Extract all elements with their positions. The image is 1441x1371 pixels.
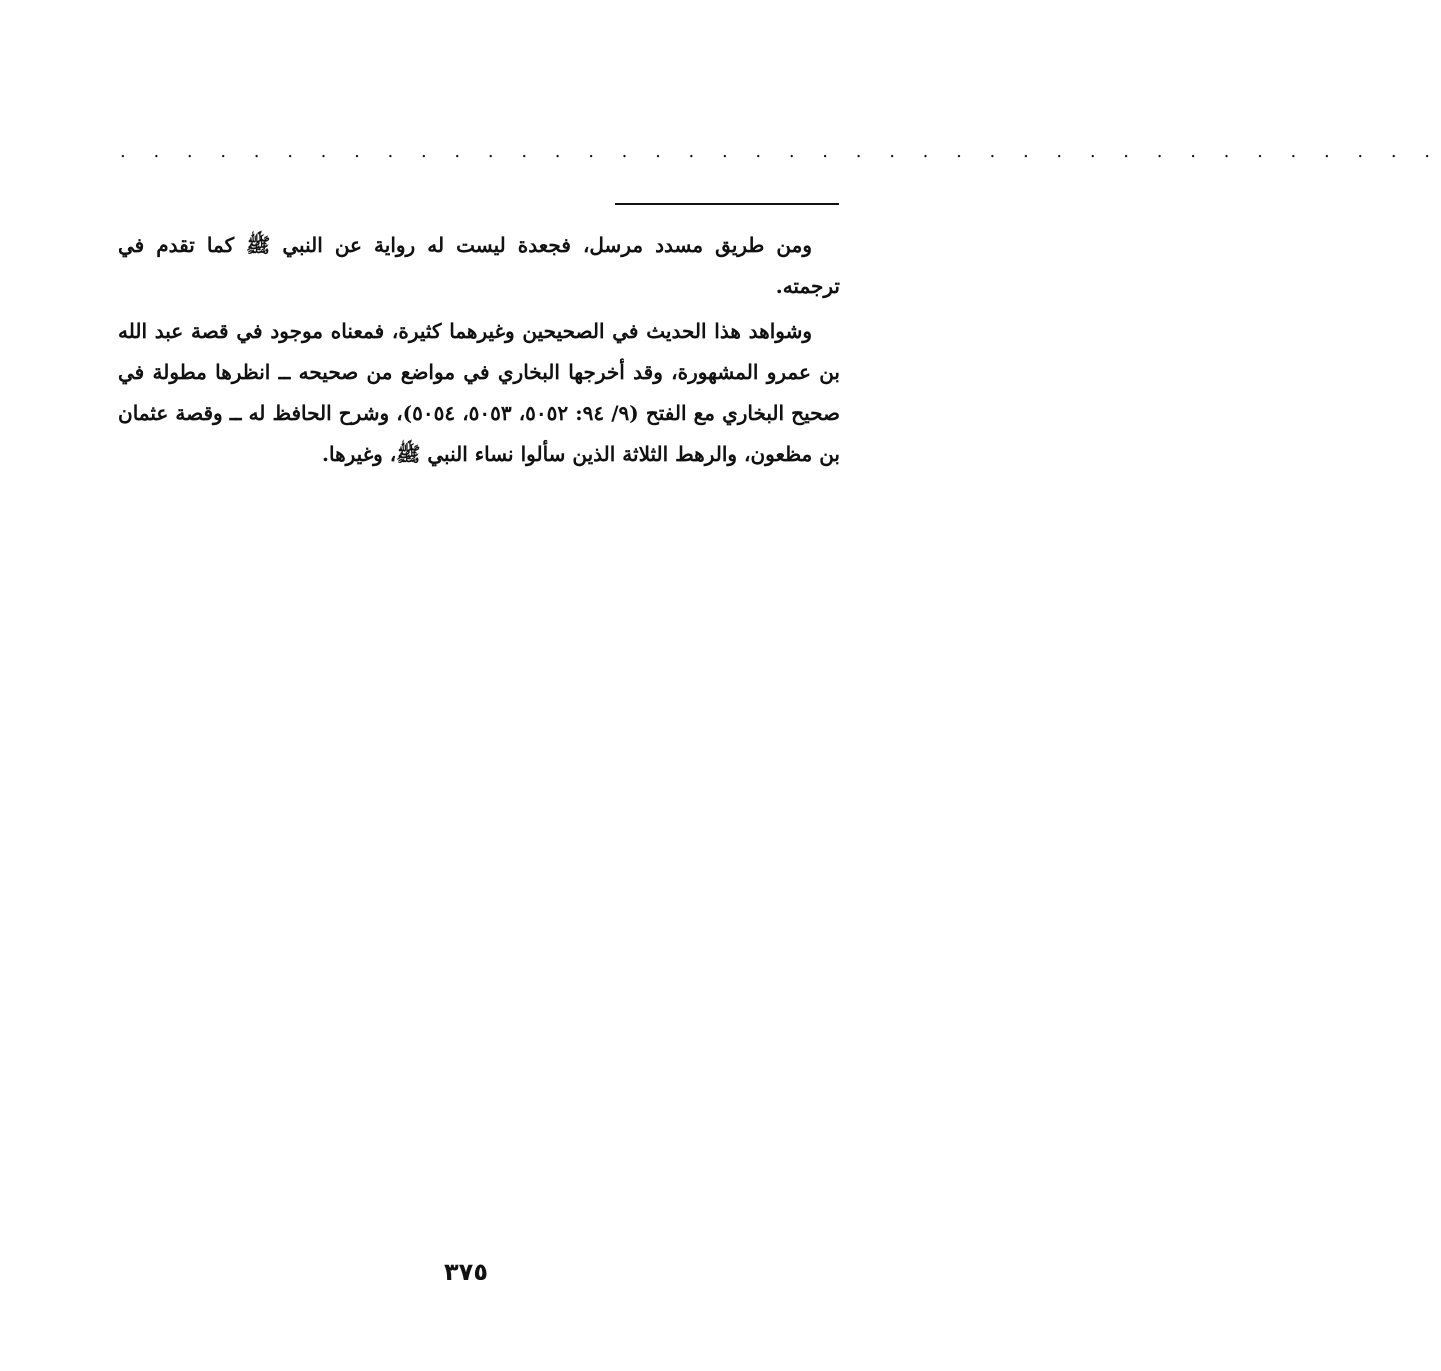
footnote-rule (615, 203, 839, 205)
dotted-separator: . . . . . . . . . . . . . . . . . . . . . . . . . . . . . . . . . . . . . . . . (120, 141, 1441, 162)
footnote-paragraph-1: ومن طريق مسدد مرسل، فجعدة ليست له رواية عن النبي ﷺ كما تقدم في ترجمته. (118, 233, 840, 298)
footnote-paragraph-2: وشواهد هذا الحديث في الصحيحين وغيرهما كثيرة، فمعناه موجود في قصة عبد الله بن عمرو المشهورة، وقد أخرجها البخاري في مواضع من صحيحه ــ انظرها مطولة في صحيح البخاري مع الفتح (٩/ ٩٤: ٥٠٥٢، ٥٠٥٣، ٥٠٥٤)، وشرح الحافظ له ــ وقصة عثمان بن مظعون، والرهط الثلاثة الذين سألوا نساء النبي ﷺ، وغيرها. (118, 319, 840, 466)
footnotes-block (118, 225, 840, 479)
page-number: ٣٧٥ (444, 1258, 488, 1286)
